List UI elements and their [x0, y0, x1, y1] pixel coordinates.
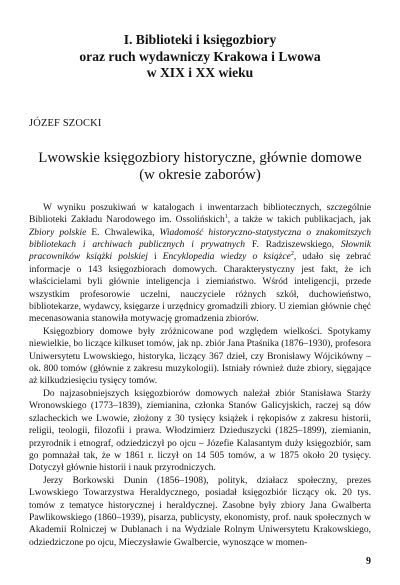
paragraph-3: Do najzasobniejszych księgozbiorów domowych należał zbiór Stanisława Starży Wronowskiego (1773–1839), ziemianina, członka Stanów Galicyjskich, raczej są dów szlacheckich we Lwowie, złożony z 30 tysięcy książek i rękopisów z zakresu historii, religii, teologii, filozofii i prawa. Włodzimierz Dzieduszycki (1825–1899), ziemianin, przyrodnik i etnograf, odziedziczył po ojcu – Józefie Kalasantym duży księgozbiór, sam go pomnażał tak, że w 1861 r. liczył on 14 505 tomów, a w 1875 około 20 tysięcy. Dotyczył głównie historii i nauk przyrodniczych. [29, 388, 371, 474]
footnote-ref-1[interactable]: 1 [224, 214, 228, 221]
book-title: Wiadomość historyczno-statystyczna o znakomitszych bibliotekach i archiwach publicznych i prywatnych [29, 227, 372, 250]
book-title: Encyklopedia wiedzy o książce [162, 252, 291, 263]
book-title: Słownik pracowników książki polskiej [29, 240, 372, 263]
part-title-line-1: I. Biblioteki i księgozbiory [123, 32, 277, 47]
article-title-line-2: (w okresie zaborów) [139, 167, 261, 184]
part-title-line-2: oraz ruch wydawniczy Krakowa i Lwowa [79, 48, 321, 64]
article-title-line-1: Lwowskie księgozbiory historyczne, głównie domowe [38, 149, 362, 166]
text-run: W wyniku poszukiwań w katalogach i inwentarzach bibliotecznych, szczególnie Biblioteki Zakładu Narodowego im. Ossolińskich [29, 202, 371, 226]
part-title [29, 32, 371, 82]
text-run: , a także w takich publikacjach, jak [227, 215, 372, 226]
text-run: E. Chwalewika, [86, 227, 160, 238]
text-run: i [147, 252, 163, 263]
article-title [29, 150, 371, 185]
article-body [29, 202, 371, 549]
paragraph-4: Jerzy Borkowski Dunin (1856–1908), polityk, działacz społeczny, prezes Lwowskiego Towarzystwa Heraldycznego, posiadał księgozbiór liczący ok. 20 tys. tomów z tematyce historycznej i heraldycznej. Zasobne były zbiory Jana Gwalberta Pawlikowskiego (1860–1939), pisarza, publicysty, ekonomisty, prof. nauk społecznych w Akademii Rolniczej w Dublanach i na Wydziale Rolnym Uniwersytetu Krakowskiego, odziedziczone po ojcu, Mieczysławie Gwalbercie, wynoszące w momen- [29, 475, 371, 548]
book-title: Zbiory polskie [29, 227, 87, 238]
paragraph-2: Księgozbiory domowe były zróżnicowane pod względem wielkości. Spotykamy niewielkie, bo liczące kilkuset tomów, jak np. zbiór Jana Ptaśnika (1876–1930), profesora Uniwersytetu Lwowskiego, historyka, liczący 367 dzieł, czy Bronisławy Wójcikówny – ok. 800 tomów (głównie z zakresu muzykologii). Istniały również duże zbiory, sięgające aż kilkudziesięciu tysięcy tomów. [29, 326, 371, 387]
text-run: F. Radziszewskiego, [245, 240, 341, 250]
text-run: , udało się zebrać informacje o 143 księgozbiorach domowych. Charakterystyczny jest fakt, że ich właścicielami byli głównie inteligencja i ziemiaństwo. Wśród inteligencji, przede wszystkim profesorowie uczelni, nauczyciele różnych szkół, duchowieństwo, bibliotekarze, wydawcy, księgarze i urzędnicy gromadzili zbiory. U ziemian głównie chęć mecenasowania stanowiła motywację gromadzenia zbiorów. [29, 252, 371, 325]
author-name: JÓZEF SZOCKI [29, 117, 102, 129]
paragraph-1 [29, 202, 371, 326]
page-number: 9 [366, 556, 371, 567]
footnote-ref-2[interactable]: 2 [290, 251, 294, 258]
part-title-line-3: w XIX i XX wieku [146, 65, 254, 81]
page-content [29, 32, 371, 549]
